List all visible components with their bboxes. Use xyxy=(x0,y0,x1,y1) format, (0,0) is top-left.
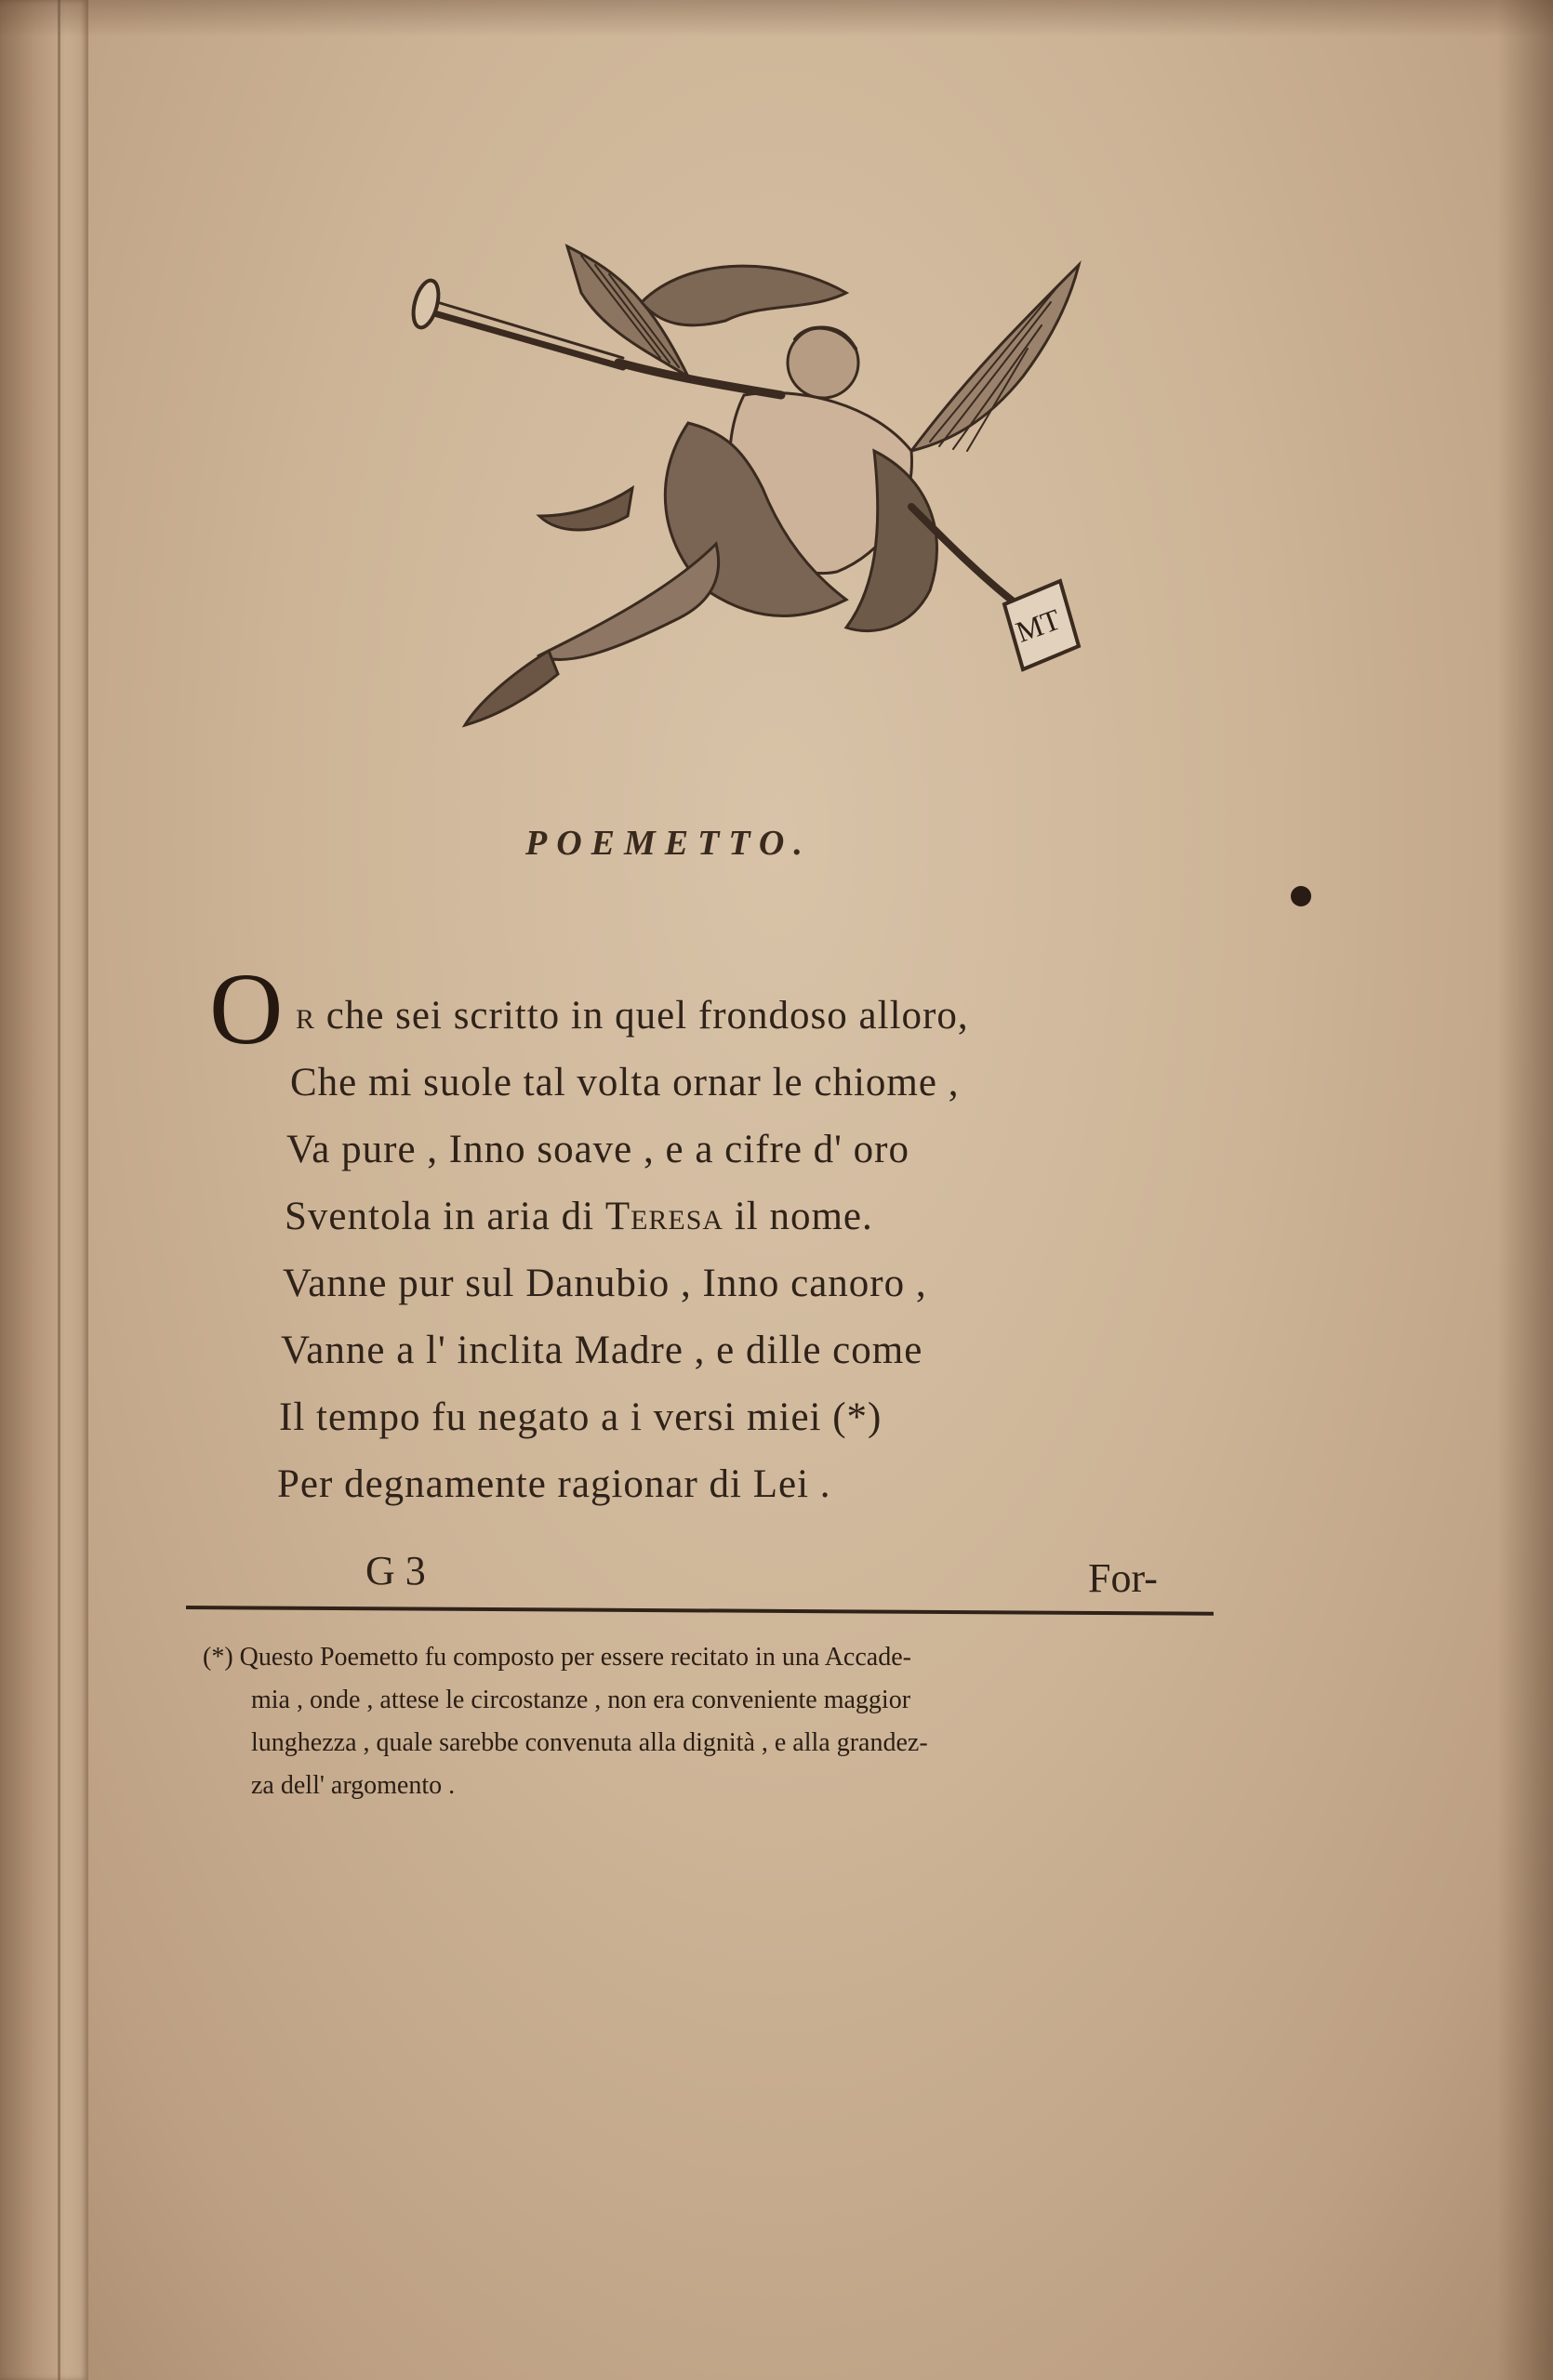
top-shadow xyxy=(0,0,1553,37)
verse-line-8: Per degnamente ragionar di Lei . xyxy=(277,1462,831,1506)
ink-spot xyxy=(1291,886,1311,906)
verse-line-3: Va pure , Inno soave , e a cifre d' oro xyxy=(286,1128,909,1171)
angel-trumpet-vignette xyxy=(409,237,1097,767)
first-line-cap: R xyxy=(296,1004,316,1035)
page-fold xyxy=(58,0,60,2380)
drop-cap: O xyxy=(209,952,284,1065)
footnote-line-1: (*) Questo Poemetto fu composto per essere recitato in una Accade- xyxy=(203,1643,911,1672)
footnote-line-2: mia , onde , attese le circostanze , non era conveniente maggior xyxy=(251,1686,911,1714)
verse-line-6: Vanne a l' inclita Madre , e dille come xyxy=(281,1329,923,1372)
poem-title: POEMETTO. xyxy=(525,824,812,863)
verse-line-2: Che mi suole tal volta ornar le chiome , xyxy=(290,1061,960,1104)
signature-mark: G 3 xyxy=(365,1548,426,1593)
verse-line-4-start: Sventola in aria di xyxy=(285,1195,605,1238)
first-line-text: che sei scritto in quel frondoso alloro, xyxy=(315,994,969,1038)
verse-line-7: Il tempo fu negato a i versi miei (*) xyxy=(279,1395,883,1439)
verse-line-5: Vanne pur sul Danubio , Inno canoro , xyxy=(283,1262,927,1305)
verse-line-1 xyxy=(296,993,1226,1038)
footnote-line-3: lunghezza , quale sarebbe convenuta alla dignità , e alla grandez- xyxy=(251,1728,928,1757)
verse-line-4-end: il nome. xyxy=(723,1195,873,1238)
name-teresa: Teresa xyxy=(604,1195,724,1238)
book-gutter xyxy=(0,0,88,2380)
catchword: For- xyxy=(1088,1555,1158,1601)
verse-line-4 xyxy=(285,1194,1215,1239)
footnote xyxy=(203,1636,1235,1807)
footnote-line-4: za dell' argomento . xyxy=(251,1771,456,1800)
right-shadow xyxy=(1497,0,1553,2380)
vignette-monogram: MT xyxy=(1011,602,1065,649)
